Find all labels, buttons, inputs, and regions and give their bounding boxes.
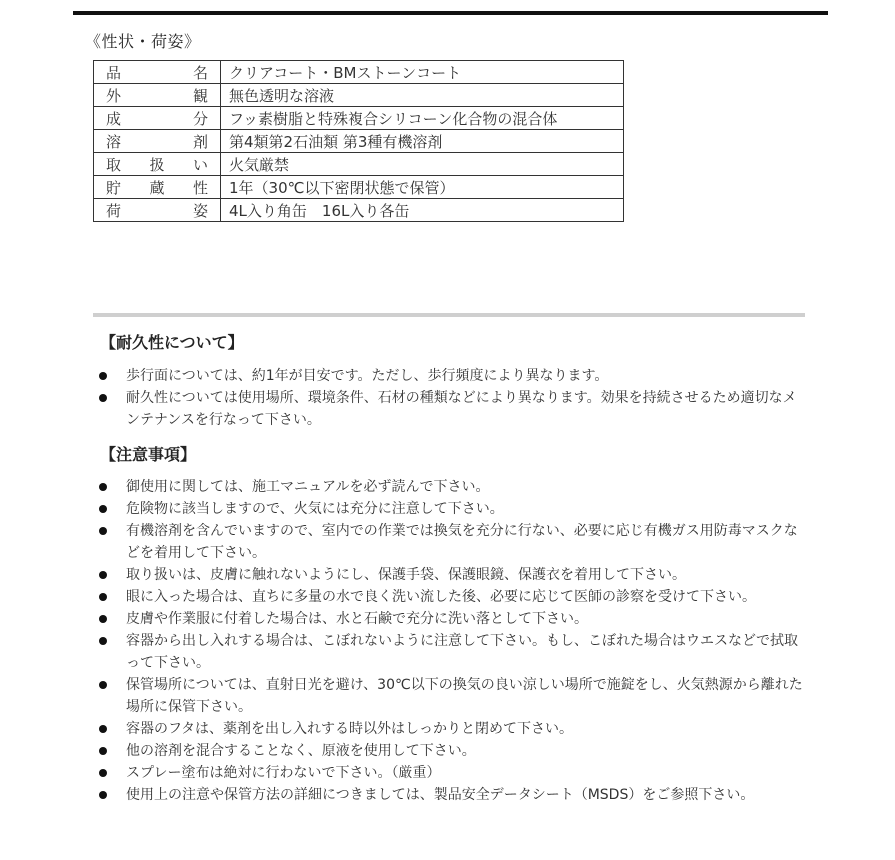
list-item: 使用上の注意や保管方法の詳細につきましては、製品安全データシート（MSDS）をご参照下さい。 xyxy=(93,784,805,806)
bullet-icon xyxy=(99,747,107,755)
list-item: 危険物に該当しますので、火気には充分に注意して下さい。 xyxy=(93,498,805,520)
spec-row xyxy=(94,61,624,84)
bullet-icon xyxy=(99,527,107,535)
spec-row xyxy=(94,153,624,176)
durability-heading: 【耐久性について】 xyxy=(100,333,244,352)
top-rule xyxy=(73,11,828,15)
bullet-icon xyxy=(99,394,107,402)
spec-label: 荷 姿 xyxy=(94,199,221,222)
spec-label: 溶 剤 xyxy=(94,130,221,153)
spec-label: 取 扱 い xyxy=(94,153,221,176)
spec-label: 品 名 xyxy=(94,61,221,84)
bullet-icon xyxy=(99,372,107,380)
list-item: 他の溶剤を混合することなく、原液を使用して下さい。 xyxy=(93,740,805,762)
list-item: 容器のフタは、薬剤を出し入れする時以外はしっかりと閉めて下さい。 xyxy=(93,718,805,740)
spec-label: 貯 蔵 性 xyxy=(94,176,221,199)
bullet-icon xyxy=(99,769,107,777)
list-item: 耐久性については使用場所、環境条件、石材の種類などにより異なります。効果を持続させるため適切なメンテナンスを行なって下さい。 xyxy=(93,387,805,431)
bullet-icon xyxy=(99,791,107,799)
list-item: 容器から出し入れする場合は、こぼれないように注意して下さい。もし、こぼれた場合はウエスなどで拭取って下さい。 xyxy=(93,630,805,674)
spec-row xyxy=(94,130,624,153)
spec-value: フッ素樹脂と特殊複合シリコーン化合物の混合体 xyxy=(221,107,624,130)
spec-table xyxy=(93,60,624,222)
spec-value: 4L入り角缶 16L入り各缶 xyxy=(221,199,624,222)
spec-label: 成 分 xyxy=(94,107,221,130)
spec-row xyxy=(94,107,624,130)
bullet-icon xyxy=(99,483,107,491)
bullet-icon xyxy=(99,725,107,733)
list-item: 御使用に関しては、施工マニュアルを必ず読んで下さい。 xyxy=(93,476,805,498)
bullet-icon xyxy=(99,681,107,689)
bullet-icon xyxy=(99,571,107,579)
list-item: 取り扱いは、皮膚に触れないようにし、保護手袋、保護眼鏡、保護衣を着用して下さい。 xyxy=(93,564,805,586)
list-item: スプレー塗布は絶対に行わないで下さい。（厳重） xyxy=(93,762,805,784)
notes-list xyxy=(93,476,805,806)
list-item: 有機溶剤を含んでいますので、室内での作業では換気を充分に行ない、必要に応じ有機ガス用防毒マスクなどを着用して下さい。 xyxy=(93,520,805,564)
section-divider xyxy=(93,313,805,317)
spec-value: クリアコート・BMストーンコート xyxy=(221,61,624,84)
spec-value: 火気厳禁 xyxy=(221,153,624,176)
bullet-icon xyxy=(99,615,107,623)
spec-row xyxy=(94,84,624,107)
list-item: 皮膚や作業服に付着した場合は、水と石鹸で充分に洗い落として下さい。 xyxy=(93,608,805,630)
list-item: 歩行面については、約1年が目安です。ただし、歩行頻度により異なります。 xyxy=(93,365,805,387)
notes-heading: 【注意事項】 xyxy=(100,445,197,464)
list-item: 保管場所については、直射日光を避け、30℃以下の換気の良い涼しい場所で施錠をし、火気熱源から離れた場所に保管下さい。 xyxy=(93,674,805,718)
spec-value: 第4類第2石油類 第3種有機溶剤 xyxy=(221,130,624,153)
spec-label: 外 観 xyxy=(94,84,221,107)
spec-row xyxy=(94,176,624,199)
bullet-icon xyxy=(99,505,107,513)
spec-row xyxy=(94,199,624,222)
spec-value: 無色透明な溶液 xyxy=(221,84,624,107)
durability-list xyxy=(93,365,805,431)
bullet-icon xyxy=(99,637,107,645)
bullet-icon xyxy=(99,593,107,601)
spec-section-title: 《性状・荷姿》 xyxy=(85,32,201,51)
list-item: 眼に入った場合は、直ちに多量の水で良く洗い流した後、必要に応じて医師の診察を受けて下さい。 xyxy=(93,586,805,608)
spec-value: 1年（30℃以下密閉状態で保管） xyxy=(221,176,624,199)
